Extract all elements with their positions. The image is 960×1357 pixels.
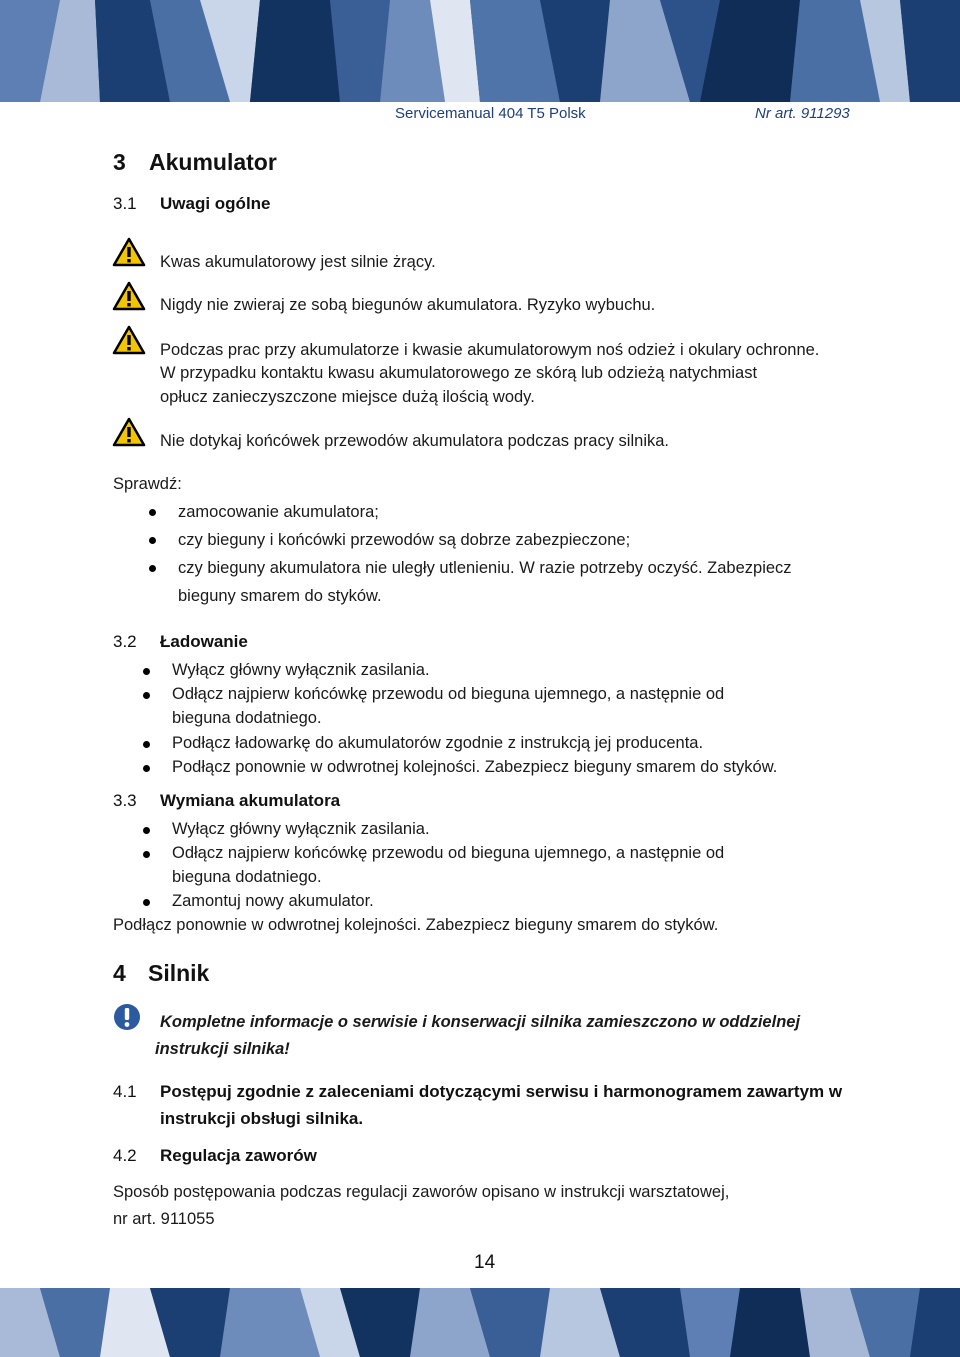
bullet bbox=[143, 692, 150, 699]
warning-text: Podczas prac przy akumulatorze i kwasie akumulatorowym noś odzież i okulary ochronne. bbox=[160, 341, 820, 359]
bullet bbox=[143, 899, 150, 906]
section-4-title: Silnik bbox=[148, 960, 210, 986]
check-label: Sprawdź: bbox=[113, 475, 182, 493]
notice-text: Kompletne informacje o serwisie i konserwacji silnika zamieszczono w oddzielnej bbox=[160, 1013, 801, 1031]
notice-text: instrukcji silnika! bbox=[155, 1040, 290, 1058]
check-item: bieguny smarem do styków. bbox=[178, 587, 382, 605]
section-3-1-title: Uwagi ogólne bbox=[160, 194, 271, 213]
warning-text: opłucz zanieczyszczone miejsce dużą ilością wody. bbox=[160, 388, 535, 406]
warning-text: Nigdy nie zwieraj ze sobą biegunów akumulatora. Ryzyko wybuchu. bbox=[160, 296, 656, 314]
bullet bbox=[149, 537, 156, 544]
section-4-2-number: 4.2 bbox=[113, 1146, 137, 1165]
section-3-title: Akumulator bbox=[149, 149, 277, 175]
bullet bbox=[143, 851, 150, 858]
section-4-1-title: Postępuj zgodnie z zaleceniami dotyczącymi serwisu i harmonogramem zawartym w bbox=[160, 1082, 843, 1101]
list-item: Odłącz najpierw końcówkę przewodu od bieguna ujemnego, a następnie od bbox=[172, 685, 725, 703]
section-4-2-title: Regulacja zaworów bbox=[160, 1146, 317, 1165]
check-item: zamocowanie akumulatora; bbox=[178, 503, 379, 521]
warning-icon bbox=[112, 325, 146, 355]
bullet bbox=[149, 509, 156, 516]
warning-icon bbox=[112, 417, 146, 447]
warning-text: W przypadku kontaktu kwasu akumulatorowego ze skórą lub odzieżą natychmiast bbox=[160, 364, 758, 382]
section-4-number: 4 bbox=[113, 960, 126, 986]
list-item: Podłącz ponownie w odwrotnej kolejności. Zabezpiecz bieguny smarem do styków. bbox=[172, 758, 778, 776]
section-3-3-title: Wymiana akumulatora bbox=[160, 791, 341, 810]
warning-icon bbox=[112, 281, 146, 311]
check-item: czy bieguny akumulatora nie uległy utlenieniu. W razie potrzeby oczyść. Zabezpiecz bbox=[178, 559, 792, 577]
section-3-2-title: Ładowanie bbox=[160, 632, 248, 651]
section-4-1-number: 4.1 bbox=[113, 1082, 137, 1101]
check-item: czy bieguny i końcówki przewodów są dobrze zabezpieczone; bbox=[178, 531, 631, 549]
bullet bbox=[149, 565, 156, 572]
header-decorative-band bbox=[0, 0, 960, 102]
header-manual-title: Servicemanual 404 T5 Polsk bbox=[395, 105, 586, 122]
header-article-number: Nr art. 911293 bbox=[755, 105, 850, 122]
list-item: bieguna dodatniego. bbox=[172, 868, 322, 886]
paragraph: nr art. 911055 bbox=[113, 1210, 215, 1228]
section-3-number: 3 bbox=[113, 149, 126, 175]
list-item: Wyłącz główny wyłącznik zasilania. bbox=[172, 661, 430, 679]
list-item: Zamontuj nowy akumulator. bbox=[172, 892, 374, 910]
section-3-2-number: 3.2 bbox=[113, 632, 137, 651]
list-item: bieguna dodatniego. bbox=[172, 709, 322, 727]
bullet bbox=[143, 741, 150, 748]
exclamation-icon bbox=[113, 1003, 141, 1031]
page-number: 14 bbox=[474, 1252, 496, 1273]
list-item: Wyłącz główny wyłącznik zasilania. bbox=[172, 820, 430, 838]
warning-icon bbox=[112, 237, 146, 267]
warning-text: Nie dotykaj końcówek przewodów akumulatora podczas pracy silnika. bbox=[160, 432, 669, 450]
paragraph: Podłącz ponownie w odwrotnej kolejności. Zabezpiecz bieguny smarem do styków. bbox=[113, 916, 719, 934]
list-item: Podłącz ładowarkę do akumulatorów zgodnie z instrukcją jej producenta. bbox=[172, 734, 704, 752]
bullet bbox=[143, 827, 150, 834]
list-item: Odłącz najpierw końcówkę przewodu od bieguna ujemnego, a następnie od bbox=[172, 844, 725, 862]
footer-decorative-band bbox=[0, 1288, 960, 1357]
warning-text: Kwas akumulatorowy jest silnie żrący. bbox=[160, 253, 436, 271]
section-3-3-number: 3.3 bbox=[113, 791, 137, 810]
paragraph: Sposób postępowania podczas regulacji zaworów opisano w instrukcji warsztatowej, bbox=[113, 1183, 730, 1201]
section-3-1-number: 3.1 bbox=[113, 194, 137, 213]
bullet bbox=[143, 765, 150, 772]
bullet bbox=[143, 668, 150, 675]
section-4-1-title: instrukcji obsługi silnika. bbox=[160, 1109, 364, 1128]
